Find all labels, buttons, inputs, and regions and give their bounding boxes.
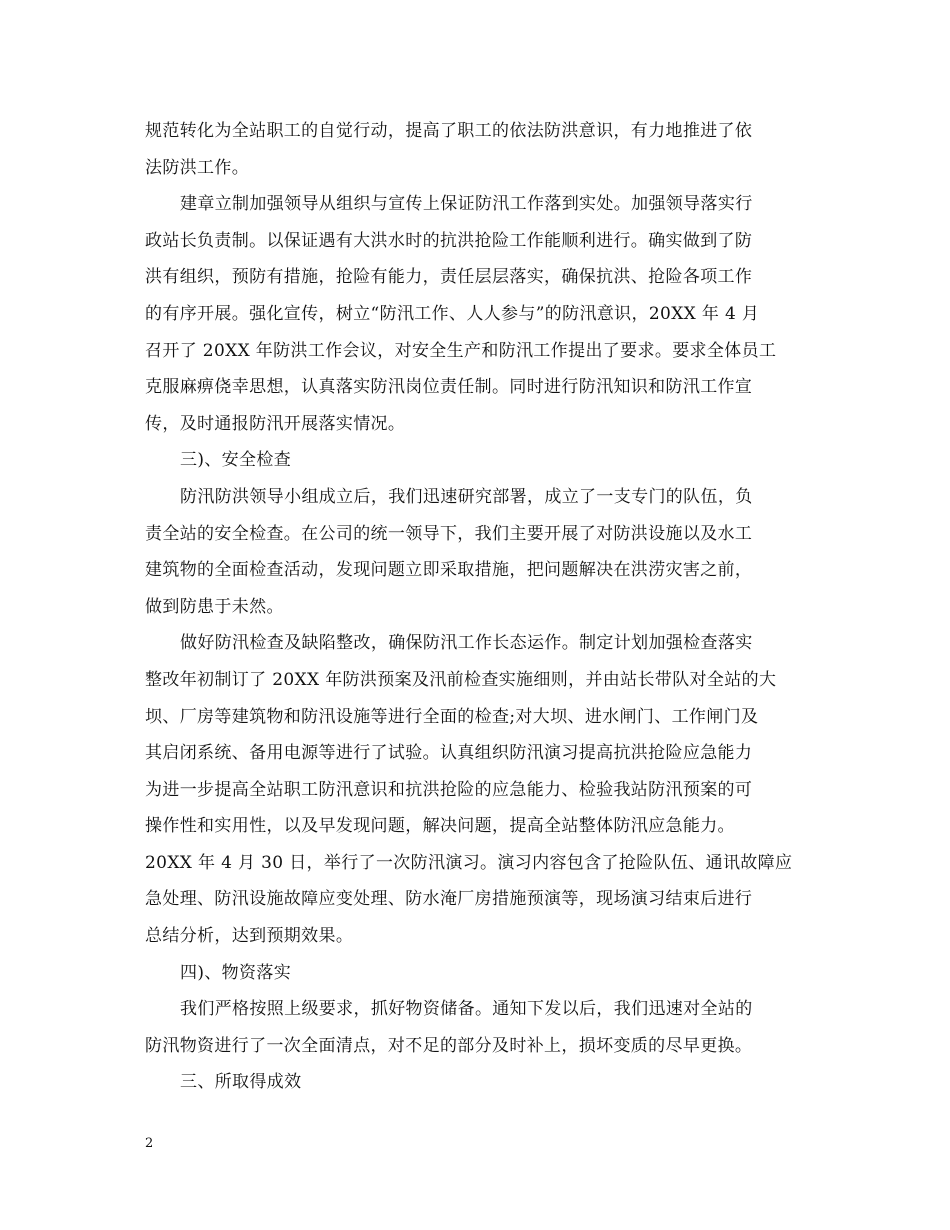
document-body <box>145 113 805 1101</box>
text-line: 法防洪工作。 <box>145 157 250 178</box>
text-line: 召开了 20XX 年防洪工作会议，对安全生产和防汛工作提出了要求。要求全体员工 <box>145 340 777 361</box>
text-line: 建筑物的全面检查活动，发现问题立即采取措施，把问题解决在洪涝灾害之前， <box>145 560 753 581</box>
text-line: 做到防患于未然。 <box>145 596 284 617</box>
text-line: 急处理、防汛设施故障应变处理、防水淹厂房措施预演等，现场演习结束后进行 <box>145 889 753 910</box>
text-line: 传，及时通报防汛开展落实情况。 <box>145 413 406 434</box>
text-line: 总结分析，达到预期效果。 <box>145 926 354 947</box>
text-line: 做好防汛检查及缺陷整改，确保防汛工作长态运作。制定计划加强检查落实 <box>180 633 753 654</box>
text-line: 的有序开展。强化宣传，树立“防汛工作、人人参与”的防汛意识，20XX 年 4 月 <box>145 303 760 324</box>
page-number: 2 <box>145 1136 154 1151</box>
text-line: 操作性和实用性，以及早发现问题，解决问题，提高全站整体防汛应急能力。 <box>145 816 735 837</box>
text-line: 我们严格按照上级要求，抓好物资储备。通知下发以后，我们迅速对全站的 <box>180 999 753 1020</box>
text-line: 洪有组织，预防有措施，抢险有能力，责任层层落实，确保抗洪、抢险各项工作 <box>145 267 753 288</box>
text-line: 责全站的安全检查。在公司的统一领导下，我们主要开展了对防洪设施以及水工 <box>145 523 753 544</box>
text-line: 20XX 年 4 月 30 日，举行了一次防汛演习。演习内容包含了抢险队伍、通讯故障应 <box>145 852 793 873</box>
text-line: 坝、厂房等建筑物和防汛设施等进行全面的检查;对大坝、进水闸门、工作闸门及 <box>145 706 759 727</box>
text-line: 克服麻痹侥幸思想，认真落实防汛岗位责任制。同时进行防汛知识和防汛工作宣 <box>145 377 753 398</box>
text-line: 防汛物资进行了一次全面清点，对不足的部分及时补上，损坏变质的尽早更换。 <box>145 1035 753 1056</box>
text-line: 为进一步提高全站职工防汛意识和抗洪抢险的应急能力、检验我站防汛预案的可 <box>145 779 753 800</box>
text-line: 三)、安全检查 <box>180 450 292 471</box>
text-line: 防汛防洪领导小组成立后，我们迅速研究部署，成立了一支专门的队伍，负 <box>180 486 753 507</box>
text-line: 四)、物资落实 <box>180 962 292 983</box>
text-line: 建章立制加强领导从组织与宣传上保证防汛工作落到实处。加强领导落实行 <box>180 194 753 215</box>
text-line: 其启闭系统、备用电源等进行了试验。认真组织防汛演习提高抗洪抢险应急能力 <box>145 743 753 764</box>
text-line: 规范转化为全站职工的自觉行动，提高了职工的依法防洪意识，有力地推进了依 <box>145 121 753 141</box>
text-line: 三、所取得成效 <box>180 1072 302 1093</box>
text-line: 整改年初制订了 20XX 年防洪预案及汛前检查实施细则，并由站长带队对全站的大 <box>145 669 777 690</box>
text-line: 政站长负责制。以保证遇有大洪水时的抗洪抢险工作能顺利进行。确实做到了防 <box>145 230 753 251</box>
